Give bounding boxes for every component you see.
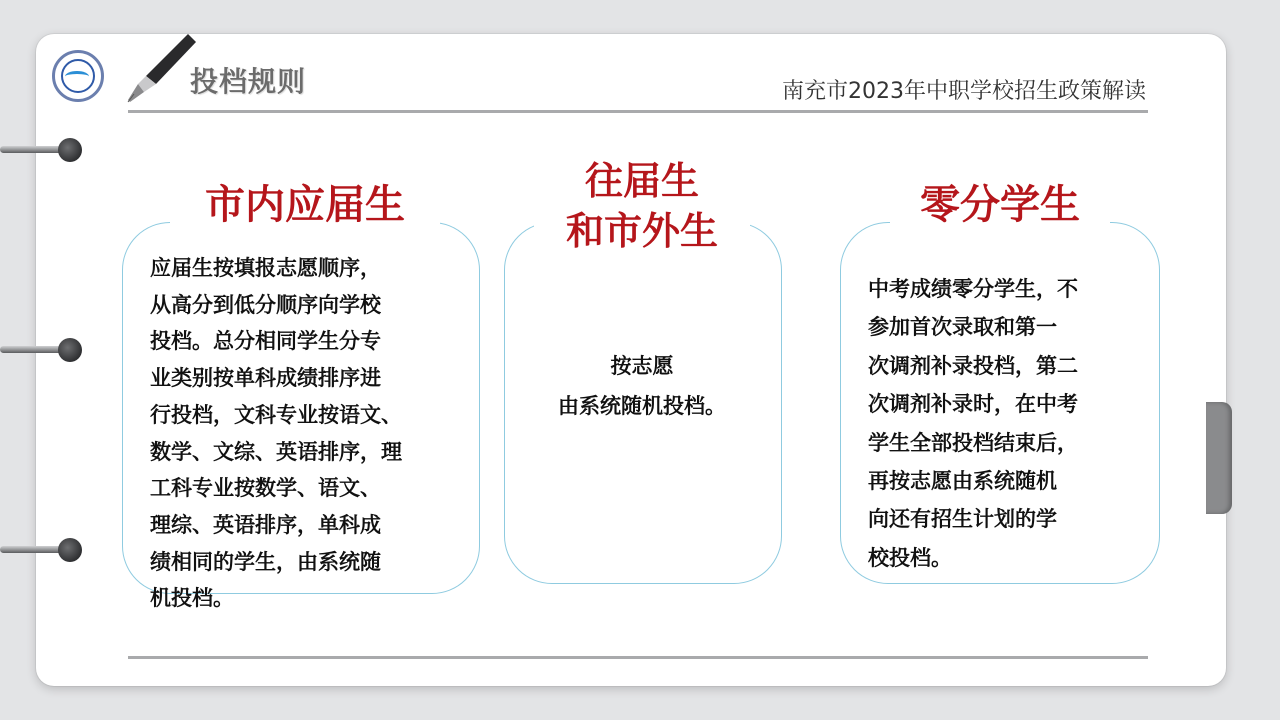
text-line: 由系统随机投档。 xyxy=(558,394,726,418)
text-line: 投档。总分相同学生分专 xyxy=(150,329,381,354)
text-line: 工科专业按数学、语文、 xyxy=(150,476,381,501)
rule-text-zero-score xyxy=(868,270,1148,577)
rule-text-previous-and-external xyxy=(504,346,780,426)
heading-zero-score: 零分学生 xyxy=(890,180,1110,230)
text-line: 行投档，文科专业按语文、 xyxy=(150,402,402,427)
heading-previous-and-external xyxy=(534,156,750,256)
text-line: 次调剂补录投档，第二 xyxy=(868,353,1078,378)
text-line: 学生全部投档结束后， xyxy=(868,430,1078,455)
divider xyxy=(128,656,1148,659)
text-line: 校投档。 xyxy=(868,545,952,570)
text-line: 向还有招生计划的学 xyxy=(868,507,1057,532)
text-line: 中考成绩零分学生，不 xyxy=(868,277,1078,301)
binder-ring xyxy=(0,338,86,364)
page-subtitle: 南充市2023年中职学校招生政策解读 xyxy=(782,79,1146,104)
text-line: 参加首次录取和第一 xyxy=(868,315,1057,340)
text-line: 数学、文综、英语排序，理 xyxy=(150,439,402,464)
side-tab xyxy=(1206,402,1232,514)
fountain-pen-icon xyxy=(126,32,196,104)
heading-current-graduates: 市内应届生 xyxy=(170,180,440,230)
binder-ring xyxy=(0,538,86,564)
text-line: 机投档。 xyxy=(150,586,234,611)
text-line: 从高分到低分顺序向学校 xyxy=(150,292,381,317)
binder-ring xyxy=(0,138,86,164)
school-logo-icon xyxy=(52,50,104,102)
text-line: 再按志愿由系统随机 xyxy=(868,469,1057,494)
page-title: 投档规则 xyxy=(190,65,307,98)
text-line: 按志愿 xyxy=(610,354,674,378)
text-line: 绩相同的学生，由系统随 xyxy=(150,549,381,574)
text-line: 业类别按单科成绩排序进 xyxy=(150,366,381,391)
heading-line: 往届生 xyxy=(584,158,699,203)
rule-text-current-graduates xyxy=(150,250,470,617)
divider xyxy=(128,110,1148,113)
text-line: 次调剂补录时，在中考 xyxy=(868,392,1078,417)
text-line: 应届生按填报志愿顺序， xyxy=(150,256,381,280)
heading-line: 和市外生 xyxy=(565,208,718,253)
text-line: 理综、英语排序，单科成 xyxy=(150,512,381,537)
